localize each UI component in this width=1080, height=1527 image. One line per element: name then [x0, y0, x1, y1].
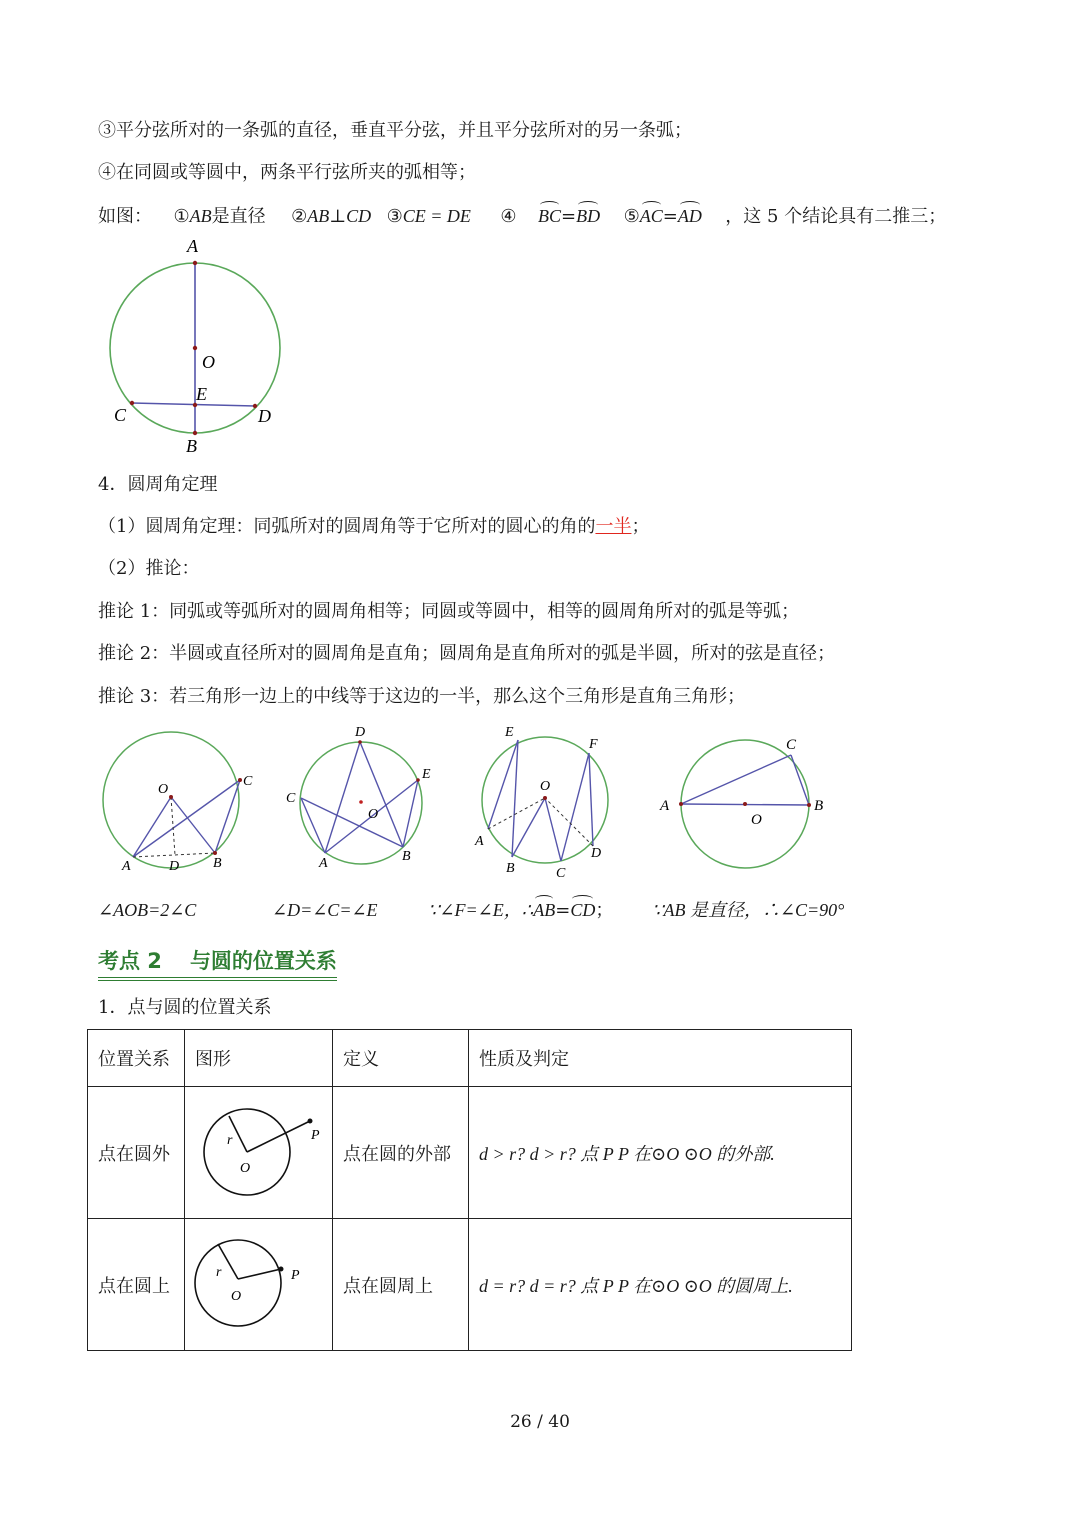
row1-op: [247, 1121, 310, 1152]
page-number: 26 / 40: [510, 1412, 570, 1432]
fig4-point-b: [807, 803, 811, 807]
conclusion-2-mark: ②: [291, 206, 308, 227]
figure-intro-line: [98, 204, 946, 229]
fig1-point-b: [213, 851, 217, 855]
caption-1: ∠AOB=2∠C: [98, 900, 197, 920]
fig3-label-c: C: [556, 866, 566, 881]
conclusion-1-math: AB: [189, 206, 212, 226]
row-1-definition: 点在圆的外部: [333, 1087, 469, 1219]
fig1-label-b: B: [213, 856, 222, 871]
fig2-point-d: [358, 740, 362, 744]
row1-label-r: r: [227, 1133, 233, 1148]
conclusion-1-mark: ①: [173, 206, 190, 227]
row2-label-p: P: [291, 1268, 300, 1283]
theorem-highlight: 一半: [595, 516, 632, 537]
conclusion-5-eq: =: [662, 206, 678, 227]
caption-3-eq: =: [555, 900, 571, 921]
row1-label-o: O: [240, 1161, 251, 1176]
point-circle-table: [87, 1029, 852, 1351]
fig3-label-o: O: [540, 779, 551, 794]
fig3-fd: [589, 753, 593, 846]
fig1-label-a: A: [122, 859, 131, 874]
fig2-db: [360, 742, 403, 847]
fig4-point-a: [679, 802, 683, 806]
fig3-bo: [512, 798, 545, 857]
fig2-cb: [301, 798, 403, 847]
fig1-ac: [133, 780, 240, 857]
conclusion-1-text: 是直径: [211, 206, 266, 227]
figure-right-angle: [655, 730, 835, 880]
corollary-2: 推论 2：半圆或直径所对的圆周角是直角；圆周角是直角所对的弧是半圆，所对的弦是直径；: [98, 643, 836, 664]
theorem-suffix: ；: [631, 516, 650, 537]
row1-label-p: P: [311, 1128, 320, 1143]
section-4-title: 4．圆周角定理: [98, 474, 218, 495]
fig2-label-d: D: [355, 725, 366, 740]
fig1-point-o: [169, 795, 173, 799]
label-e: E: [196, 384, 207, 404]
fig3-label-a: A: [475, 834, 484, 849]
row2-op: [238, 1269, 281, 1279]
point-d: [253, 404, 257, 408]
conclusion-4-mark: ④: [500, 206, 517, 227]
conclusion-5-arc-2: AD: [677, 206, 702, 226]
row2-label-r: r: [216, 1265, 222, 1280]
row-2-property: d = r? d = r? 点 P P 在⊙O ⊙O 的圆周上.: [469, 1219, 852, 1351]
table-header-relation: 位置关系: [88, 1030, 185, 1087]
table-header-definition: 定义: [333, 1030, 469, 1087]
figure-intro-prefix: 如图：: [98, 206, 152, 227]
text-line-4: ④在同圆或等圆中，两条平行弦所夹的弧相等；: [98, 162, 476, 183]
figure-equal-angles: [280, 720, 440, 875]
row-2-definition: 点在圆周上: [333, 1219, 469, 1351]
conclusion-4-eq: =: [561, 206, 577, 227]
table-row: [88, 1087, 852, 1219]
caption-3-suffix: ；: [595, 900, 614, 921]
row-1-figure: [185, 1087, 333, 1219]
fig3-fc: [561, 753, 589, 861]
fig3-point-o: [543, 796, 547, 800]
fig3-eb: [512, 740, 518, 857]
corollary-1: 推论 1：同弧或等弧所对的圆周角相等；同圆或等圆中，相等的圆周角所对的弧是等弧；: [98, 601, 800, 622]
point-b: [193, 431, 197, 435]
point-a: [193, 261, 197, 265]
fig3-do: [545, 798, 593, 846]
conclusion-5-mark: ⑤: [623, 206, 640, 227]
fig2-label-o: O: [368, 807, 379, 822]
figure-intro-suffix: ，这 5 个结论具有二推三；: [725, 206, 947, 227]
figure-equal-arcs: [468, 720, 628, 885]
fig1-label-o: O: [158, 782, 169, 797]
fig2-point-o: [359, 800, 363, 804]
fig2-point-e: [416, 778, 420, 782]
label-d: D: [258, 406, 271, 426]
conclusion-2-math: AB⊥CD: [307, 206, 372, 226]
fig1-oa: [133, 797, 171, 857]
caption-3: [428, 898, 613, 923]
point-c: [130, 401, 134, 405]
conclusion-3-mark: ③: [386, 206, 403, 227]
fig4-label-c: C: [786, 737, 797, 753]
perpendicular-diameter-figure: [100, 235, 300, 460]
fig4-ac: [681, 755, 791, 804]
row-2-relation: 点在圆上: [88, 1219, 185, 1351]
fig2-label-e: E: [422, 767, 431, 782]
label-c: C: [114, 405, 127, 425]
table-header-row: [88, 1030, 852, 1087]
table-row: [88, 1219, 852, 1351]
row1-point-p: [308, 1119, 313, 1124]
fig3-label-d: D: [591, 846, 602, 861]
fig2-label-c: C: [286, 791, 296, 806]
fig4-cb: [791, 755, 809, 805]
fig3-co: [545, 798, 561, 861]
conclusion-4-arc-1: BC: [538, 206, 562, 226]
caption-3-arc-2: CD: [570, 900, 596, 920]
conclusion-5-arc-1: AC: [639, 206, 663, 226]
row2-circle: [195, 1240, 281, 1326]
caption-4: ∵AB 是直径，∴∠C=90°: [652, 900, 845, 920]
fig4-label-o: O: [751, 812, 762, 828]
section-heading-title: 与圆的位置关系: [189, 949, 337, 973]
corollary-3: 推论 3：若三角形一边上的中线等于这边的一半，那么这个三角形是直角三角形；: [98, 686, 746, 707]
fig3-label-e: E: [505, 725, 514, 740]
table-header-property: 性质及判定: [469, 1030, 852, 1087]
point-o: [193, 346, 197, 350]
fig1-od: [171, 797, 175, 855]
caption-2: ∠D=∠C=∠E: [272, 900, 378, 920]
fig4-label-b: B: [814, 798, 824, 814]
table-header-figure: 图形: [185, 1030, 333, 1087]
fig3-label-b: B: [506, 861, 515, 876]
fig2-da: [325, 742, 360, 853]
theorem-text: （1）圆周角定理：同弧所对的圆周角等于它所对的圆心的角的: [98, 516, 596, 537]
text-line-3: ③平分弦所对的一条弧的直径，垂直平分弦，并且平分弦所对的另一条弧；: [98, 120, 692, 141]
fig2-label-b: B: [402, 849, 411, 864]
conclusion-4-arc-2: BD: [576, 206, 601, 226]
corollary-heading: （2）推论：: [98, 558, 200, 579]
row-2-figure: [185, 1219, 333, 1351]
fig4-label-a: A: [660, 798, 670, 814]
caption-3-arc-1: AB: [533, 900, 556, 920]
label-a: A: [187, 236, 198, 256]
fig3-label-f: F: [589, 737, 598, 752]
fig4-point-o: [743, 802, 747, 806]
label-o: O: [202, 352, 215, 372]
fig1-label-d: D: [169, 859, 180, 874]
label-b: B: [186, 436, 197, 456]
section-heading-label: 考点 2: [98, 949, 162, 973]
fig2-label-a: A: [319, 856, 328, 871]
row2-point-p: [279, 1267, 284, 1272]
row2-label-o: O: [231, 1289, 242, 1304]
row-1-relation: 点在圆外: [88, 1087, 185, 1219]
fig1-point-c: [238, 778, 242, 782]
row-1-property: d > r? d > r? 点 P P 在⊙O ⊙O 的外部.: [469, 1087, 852, 1219]
inscribed-angle-theorem: [98, 515, 649, 539]
caption-3-prefix: ∵∠F=∠E，∴: [428, 900, 534, 920]
subsection-1-title: 1．点与圆的位置关系: [98, 997, 272, 1018]
figure-central-angle: [98, 725, 258, 875]
point-outside-figure: [185, 1087, 332, 1213]
fig1-label-c: C: [243, 774, 253, 789]
fig1-ab: [133, 853, 215, 857]
section-heading: [98, 945, 337, 981]
conclusion-3-math: CE = DE: [402, 206, 471, 226]
point-on-circle-figure: [185, 1219, 332, 1345]
